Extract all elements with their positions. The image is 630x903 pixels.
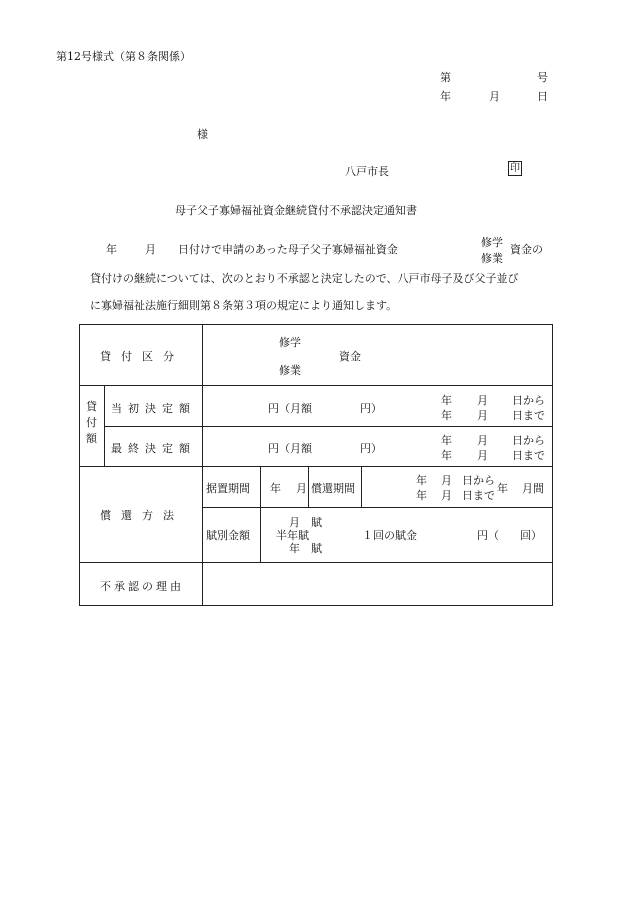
final-amount-yen-close: 円） (360, 442, 382, 455)
installment-monthly: 月 賦 (289, 516, 322, 529)
installment-label: 賦別金額 (206, 529, 250, 542)
loan-category-shugaku: 修学 (279, 336, 301, 349)
final-from-month: 月 (477, 434, 488, 447)
body-l1-shikin: 資金の (510, 243, 543, 256)
loan-category-label: 貸付区分 (100, 350, 184, 363)
initial-from-day: 日から (512, 394, 545, 407)
initial-amount-yen: 円（月額 (268, 402, 312, 415)
initial-from-year: 年 (441, 394, 452, 407)
per-installment-count: 回） (520, 529, 542, 542)
loan-amount-label: 貸付額 (86, 400, 97, 445)
body-l1-tsuki: 月 (145, 243, 156, 256)
installment-annual: 年 賦 (289, 542, 322, 555)
final-to-day: 日まで (512, 449, 545, 462)
table-border-left (79, 324, 80, 606)
loan-category-shugyo: 修業 (279, 364, 301, 377)
initial-to-year: 年 (441, 409, 452, 422)
final-to-year: 年 (441, 449, 452, 462)
installment-semiannual: 半年賦 (276, 529, 309, 542)
final-amount-label: 最終決定額 (111, 442, 196, 455)
row-divider-4 (202, 507, 553, 508)
row-divider-2 (104, 426, 553, 427)
table-col-divider (202, 324, 203, 606)
final-from-year: 年 (441, 434, 452, 447)
repay-total-months: 月間 (522, 482, 544, 495)
repay-col-2 (308, 466, 309, 507)
date-year: 年 (440, 90, 451, 103)
initial-amount-label: 当初決定額 (111, 402, 196, 415)
addressee-sama: 様 (197, 128, 208, 141)
repay-to-year: 年 (416, 489, 427, 502)
repay-period-label: 償還期間 (311, 482, 355, 495)
per-installment-yen: 円（ (477, 529, 499, 542)
sender-title: 八戸市長 (345, 165, 389, 178)
doc-number-dai: 第 (440, 71, 451, 84)
table-border-top (79, 324, 553, 325)
initial-from-month: 月 (477, 394, 488, 407)
body-line-3: に寡婦福祉法施行細則第８条第３項の規定により通知します。 (90, 299, 398, 312)
final-from-day: 日から (512, 434, 545, 447)
table-border-right (552, 324, 553, 606)
grace-period-month: 月 (296, 482, 307, 495)
per-installment-label: １回の賦金 (362, 529, 417, 542)
final-to-month: 月 (477, 449, 488, 462)
seal-mark: 印 (510, 163, 520, 174)
rejection-reason-value (206, 566, 548, 602)
grace-period-label: 据置期間 (206, 482, 250, 495)
row-divider-5 (79, 562, 553, 563)
initial-amount-yen-close: 円） (360, 402, 382, 415)
doc-number-go: 号 (537, 71, 548, 84)
repay-to-month: 月 (441, 489, 452, 502)
final-amount-yen: 円（月額 (268, 442, 312, 455)
body-l1-shugaku: 修学 (481, 236, 503, 249)
repay-col-3 (361, 466, 362, 507)
repay-to-day: 日まで (462, 489, 495, 502)
grace-period-year: 年 (270, 482, 281, 495)
page-title: 母子父子寡婦福祉資金継続貸付不承認決定通知書 (175, 204, 417, 217)
initial-to-day: 日まで (512, 409, 545, 422)
form-number-label: 第12号様式（第８条関係） (56, 50, 191, 63)
date-day: 日 (537, 90, 548, 103)
loan-category-shikin: 資金 (339, 350, 361, 363)
repay-col-1 (260, 466, 261, 563)
row-divider-1 (79, 385, 553, 386)
body-l1-shugyo: 修業 (481, 252, 503, 265)
repay-from-month: 月 (441, 474, 452, 487)
repay-total-year: 年 (497, 482, 508, 495)
initial-to-month: 月 (477, 409, 488, 422)
repay-from-year: 年 (416, 474, 427, 487)
date-month: 月 (489, 90, 500, 103)
repayment-method-label: 償還方法 (100, 509, 184, 522)
table-border-bottom (79, 605, 553, 606)
repay-from-day: 日から (462, 474, 495, 487)
row-divider-3 (79, 466, 553, 467)
body-line-2: 貸付けの継続については、次のとおり不承認と決定したので、八戸市母子及び父子並び (90, 272, 519, 285)
rejection-reason-label: 不承認の理由 (100, 580, 184, 593)
body-l1-text: 日付けで申請のあった母子父子寡婦福祉資金 (178, 243, 398, 256)
loan-amount-subcol (104, 385, 105, 467)
body-l1-nen: 年 (106, 243, 117, 256)
